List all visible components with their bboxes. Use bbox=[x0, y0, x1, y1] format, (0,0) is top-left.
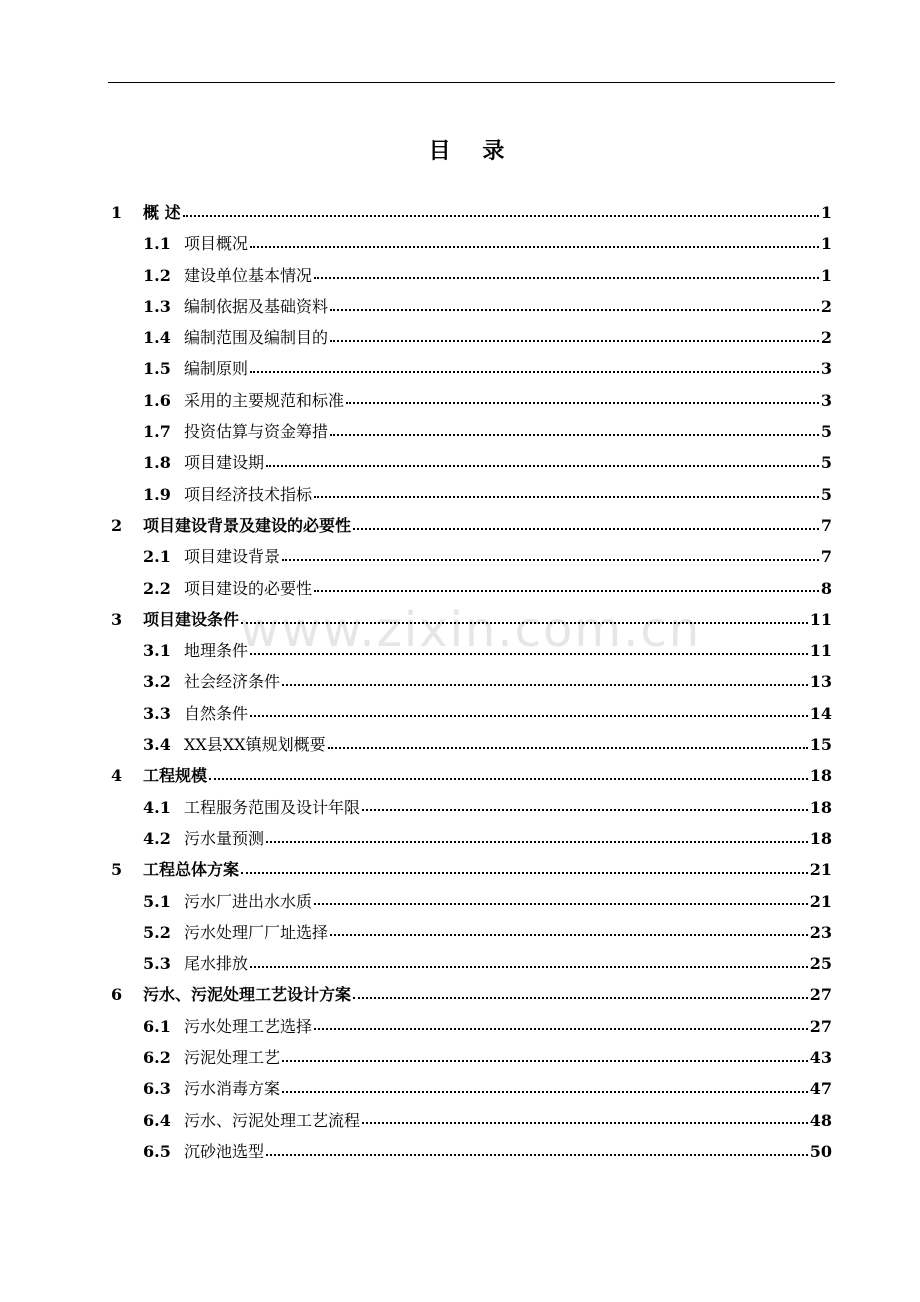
toc-entry-number: 2.2 bbox=[143, 578, 171, 598]
toc-section-entry[interactable] bbox=[0, 385, 920, 416]
toc-entry-line bbox=[184, 948, 832, 979]
toc-entry-title: 项目经济技术指标 bbox=[184, 484, 313, 504]
toc-section-entry[interactable] bbox=[0, 1073, 920, 1104]
toc-section-entry[interactable] bbox=[0, 228, 920, 259]
toc-entry-title: 社会经济条件 bbox=[184, 672, 281, 692]
toc-entry-title: 自然条件 bbox=[184, 703, 249, 723]
toc-entry-title: 项目建设背景及建设的必要性 bbox=[143, 515, 352, 535]
toc-entry-title: 污水处理厂厂址选择 bbox=[184, 922, 329, 942]
toc-entry-number: 3.4 bbox=[143, 735, 171, 755]
toc-entry-line bbox=[184, 1105, 832, 1136]
toc-dot-leader bbox=[362, 1122, 808, 1124]
toc-title: 目 录 bbox=[428, 138, 517, 164]
toc-entry-number: 1.4 bbox=[143, 328, 171, 348]
toc-entry-title: 沉砂池选型 bbox=[184, 1141, 265, 1161]
toc-section-entry[interactable] bbox=[0, 917, 920, 948]
toc-page-number: 1 bbox=[820, 234, 832, 254]
toc-entry-number: 3.2 bbox=[143, 672, 171, 692]
toc-entry-line bbox=[184, 917, 832, 948]
toc-entry-line bbox=[143, 760, 832, 791]
toc-page-number: 1 bbox=[820, 203, 832, 222]
toc-section-entry[interactable] bbox=[0, 729, 920, 760]
toc-entry-title: 污泥处理工艺 bbox=[184, 1048, 281, 1068]
toc-section-entry[interactable] bbox=[0, 541, 920, 572]
toc-entry-title: 工程规模 bbox=[143, 766, 208, 786]
toc-dot-leader bbox=[314, 590, 819, 592]
toc-entry-line bbox=[184, 1073, 832, 1104]
toc-entry-number: 6 bbox=[111, 985, 123, 1005]
toc-page-number: 13 bbox=[809, 672, 832, 692]
toc-dot-leader bbox=[183, 215, 819, 217]
toc-dot-leader bbox=[266, 841, 808, 843]
toc-section-entry[interactable] bbox=[0, 479, 920, 510]
toc-entry-number: 1.8 bbox=[143, 453, 171, 473]
toc-section-entry[interactable] bbox=[0, 291, 920, 322]
toc-section-entry[interactable] bbox=[0, 1136, 920, 1167]
toc-dot-leader bbox=[282, 1060, 808, 1062]
toc-entry-line bbox=[184, 573, 832, 604]
toc-entry-line bbox=[184, 447, 832, 478]
toc-dot-leader bbox=[282, 559, 819, 561]
toc-entry-title: 项目建设期 bbox=[184, 453, 265, 473]
toc-entry-line bbox=[184, 698, 832, 729]
toc-section-entry[interactable] bbox=[0, 698, 920, 729]
toc-entry-title: 编制原则 bbox=[184, 359, 249, 379]
toc-page-number: 27 bbox=[809, 985, 832, 1005]
toc-section-entry[interactable] bbox=[0, 260, 920, 291]
toc-page-number: 48 bbox=[809, 1110, 832, 1130]
toc-entry-number: 4.2 bbox=[143, 828, 171, 848]
toc-entry-line bbox=[184, 416, 832, 447]
toc-entry-number: 6.4 bbox=[143, 1110, 171, 1130]
toc-entry-number: 2.1 bbox=[143, 547, 171, 567]
toc-dot-leader bbox=[209, 778, 808, 780]
table-of-contents bbox=[0, 197, 920, 1167]
toc-dot-leader bbox=[314, 903, 808, 905]
toc-entry-title: 污水处理工艺选择 bbox=[184, 1016, 313, 1036]
toc-entry-title: 污水消毒方案 bbox=[184, 1079, 281, 1099]
toc-chapter-entry[interactable] bbox=[0, 854, 920, 885]
toc-page-number: 7 bbox=[820, 547, 832, 567]
toc-entry-title: 尾水排放 bbox=[184, 954, 249, 974]
toc-entry-number: 1.1 bbox=[143, 234, 171, 254]
toc-page-number: 27 bbox=[809, 1016, 832, 1036]
toc-dot-leader bbox=[266, 465, 819, 467]
toc-entry-line bbox=[184, 886, 832, 917]
toc-entry-number: 1.2 bbox=[143, 265, 171, 285]
toc-section-entry[interactable] bbox=[0, 416, 920, 447]
toc-page-number: 14 bbox=[809, 703, 832, 723]
toc-entry-title: 地理条件 bbox=[184, 641, 249, 661]
toc-entry-title: 项目建设的必要性 bbox=[184, 578, 313, 598]
toc-entry-line bbox=[184, 666, 832, 697]
toc-entry-title: 污水、污泥处理工艺设计方案 bbox=[143, 985, 352, 1005]
toc-dot-leader bbox=[250, 246, 819, 248]
toc-entry-number: 1.5 bbox=[143, 359, 171, 379]
toc-entry-line bbox=[184, 291, 832, 322]
toc-entry-line bbox=[184, 322, 832, 353]
toc-entry-title: 工程总体方案 bbox=[143, 860, 240, 880]
toc-section-entry[interactable] bbox=[0, 322, 920, 353]
header-rule bbox=[108, 82, 835, 83]
toc-entry-line bbox=[184, 541, 832, 572]
toc-entry-line bbox=[184, 635, 832, 666]
toc-section-entry[interactable] bbox=[0, 573, 920, 604]
toc-page-number: 3 bbox=[820, 390, 832, 410]
toc-chapter-entry[interactable] bbox=[0, 760, 920, 791]
toc-page-number: 5 bbox=[820, 422, 832, 442]
toc-entry-number: 6.1 bbox=[143, 1016, 171, 1036]
toc-page-number: 21 bbox=[809, 860, 832, 880]
toc-page-number: 47 bbox=[809, 1079, 832, 1099]
toc-dot-leader bbox=[330, 934, 808, 936]
toc-entry-title: 污水厂进出水水质 bbox=[184, 891, 313, 911]
toc-page-number: 5 bbox=[820, 484, 832, 504]
toc-dot-leader bbox=[328, 747, 808, 749]
toc-dot-leader bbox=[250, 371, 819, 373]
toc-dot-leader bbox=[330, 340, 819, 342]
toc-section-entry[interactable] bbox=[0, 1105, 920, 1136]
toc-section-entry[interactable] bbox=[0, 1042, 920, 1073]
toc-entry-number: 1.9 bbox=[143, 484, 171, 504]
toc-page-number: 15 bbox=[809, 735, 832, 755]
toc-dot-leader bbox=[250, 966, 808, 968]
toc-entry-number: 3 bbox=[111, 609, 123, 629]
toc-entry-title: 概 述 bbox=[143, 203, 181, 222]
toc-dot-leader bbox=[241, 872, 808, 874]
toc-dot-leader bbox=[250, 653, 808, 655]
toc-entry-title: XX县XX镇规划概要 bbox=[184, 735, 326, 755]
toc-dot-leader bbox=[241, 622, 808, 624]
toc-section-entry[interactable] bbox=[0, 353, 920, 384]
toc-section-entry[interactable] bbox=[0, 792, 920, 823]
toc-page-number: 1 bbox=[820, 265, 832, 285]
toc-entry-title: 污水量预测 bbox=[184, 828, 265, 848]
toc-entry-number: 6.5 bbox=[143, 1141, 171, 1161]
toc-entry-number: 1.3 bbox=[143, 296, 171, 316]
toc-entry-number: 3.3 bbox=[143, 703, 171, 723]
toc-page-number: 43 bbox=[809, 1048, 832, 1068]
toc-section-entry[interactable] bbox=[0, 1011, 920, 1042]
toc-entry-title: 项目建设条件 bbox=[143, 609, 240, 629]
toc-entry-title: 编制依据及基础资料 bbox=[184, 296, 329, 316]
toc-entry-number: 4 bbox=[111, 766, 123, 786]
toc-entry-line bbox=[143, 510, 832, 541]
toc-entry-number: 6.2 bbox=[143, 1048, 171, 1068]
toc-chapter-entry[interactable] bbox=[0, 197, 920, 228]
toc-section-entry[interactable] bbox=[0, 666, 920, 697]
toc-entry-number: 3.1 bbox=[143, 641, 171, 661]
toc-entry-line bbox=[184, 823, 832, 854]
toc-entry-title: 项目建设背景 bbox=[184, 547, 281, 567]
toc-entry-number: 2 bbox=[111, 515, 123, 535]
toc-entry-line bbox=[143, 854, 832, 885]
toc-entry-title: 编制范围及编制目的 bbox=[184, 328, 329, 348]
toc-page-number: 3 bbox=[820, 359, 832, 379]
toc-entry-line bbox=[184, 1042, 832, 1073]
toc-entry-line bbox=[184, 260, 832, 291]
toc-entry-title: 项目概况 bbox=[184, 234, 249, 254]
toc-entry-title: 采用的主要规范和标准 bbox=[184, 390, 345, 410]
toc-entry-number: 5.3 bbox=[143, 954, 171, 974]
toc-page-number: 18 bbox=[809, 766, 832, 786]
toc-chapter-entry[interactable] bbox=[0, 979, 920, 1010]
toc-dot-leader bbox=[362, 809, 808, 811]
toc-entry-line bbox=[143, 604, 832, 635]
toc-dot-leader bbox=[314, 277, 819, 279]
toc-dot-leader bbox=[314, 496, 819, 498]
toc-page-number: 11 bbox=[809, 609, 832, 629]
toc-entry-line bbox=[143, 197, 832, 228]
toc-section-entry[interactable] bbox=[0, 886, 920, 917]
toc-page-number: 18 bbox=[809, 797, 832, 817]
toc-entry-line bbox=[184, 1136, 832, 1167]
toc-chapter-entry[interactable] bbox=[0, 510, 920, 541]
toc-entry-title: 工程服务范围及设计年限 bbox=[184, 797, 361, 817]
toc-entry-line bbox=[184, 729, 832, 760]
toc-dot-leader bbox=[330, 309, 819, 311]
toc-dot-leader bbox=[314, 1028, 808, 1030]
toc-chapter-entry[interactable] bbox=[0, 604, 920, 635]
toc-page-number: 8 bbox=[820, 578, 832, 598]
toc-entry-line bbox=[184, 792, 832, 823]
toc-page-number: 50 bbox=[809, 1141, 832, 1161]
toc-section-entry[interactable] bbox=[0, 635, 920, 666]
toc-page-number: 2 bbox=[820, 296, 832, 316]
toc-entry-number: 4.1 bbox=[143, 797, 171, 817]
toc-entry-number: 5 bbox=[111, 860, 123, 880]
toc-entry-number: 5.1 bbox=[143, 891, 171, 911]
toc-page-number: 2 bbox=[820, 328, 832, 348]
toc-entry-line bbox=[184, 1011, 832, 1042]
toc-page-number: 25 bbox=[809, 954, 832, 974]
toc-dot-leader bbox=[266, 1154, 808, 1156]
toc-entry-title: 建设单位基本情况 bbox=[184, 265, 313, 285]
watermark: www.zixin.com.cn bbox=[240, 602, 702, 658]
toc-dot-leader bbox=[282, 684, 808, 686]
toc-entry-line bbox=[184, 228, 832, 259]
toc-entry-number: 6.3 bbox=[143, 1079, 171, 1099]
toc-entry-title: 污水、污泥处理工艺流程 bbox=[184, 1110, 361, 1130]
toc-page-number: 5 bbox=[820, 453, 832, 473]
toc-entry-line bbox=[184, 479, 832, 510]
toc-dot-leader bbox=[330, 434, 819, 436]
toc-entry-line bbox=[143, 979, 832, 1010]
toc-dot-leader bbox=[353, 528, 819, 530]
toc-page-number: 23 bbox=[809, 922, 832, 942]
toc-page-number: 7 bbox=[820, 515, 832, 535]
toc-entry-line bbox=[184, 385, 832, 416]
toc-entry-title: 投资估算与资金筹措 bbox=[184, 422, 329, 442]
toc-section-entry[interactable] bbox=[0, 447, 920, 478]
toc-entry-line bbox=[184, 353, 832, 384]
toc-entry-number: 1 bbox=[111, 203, 123, 222]
toc-entry-number: 1.6 bbox=[143, 390, 171, 410]
toc-dot-leader bbox=[250, 715, 808, 717]
toc-page-number: 11 bbox=[809, 641, 832, 661]
toc-entry-number: 1.7 bbox=[143, 422, 171, 442]
toc-dot-leader bbox=[346, 402, 819, 404]
toc-page-number: 21 bbox=[809, 891, 832, 911]
toc-entry-number: 5.2 bbox=[143, 922, 171, 942]
toc-dot-leader bbox=[282, 1091, 808, 1093]
toc-dot-leader bbox=[353, 997, 808, 999]
toc-section-entry[interactable] bbox=[0, 948, 920, 979]
toc-page-number: 18 bbox=[809, 828, 832, 848]
toc-section-entry[interactable] bbox=[0, 823, 920, 854]
